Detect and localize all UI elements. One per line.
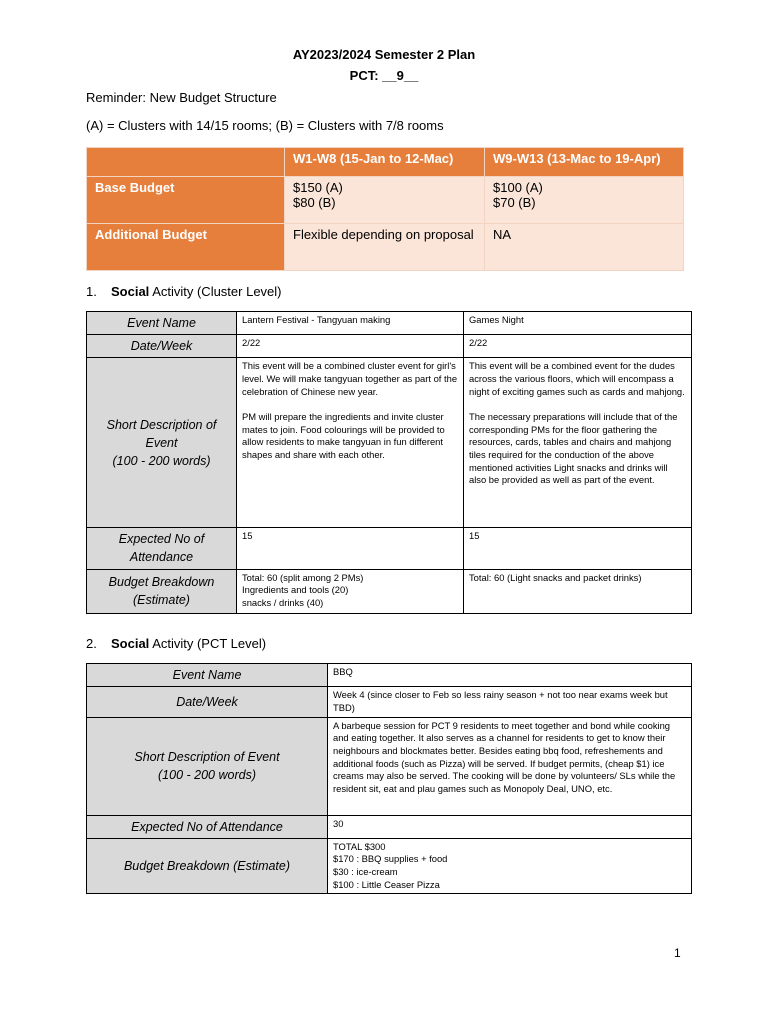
additional-budget-label: Additional Budget xyxy=(87,224,285,271)
clusters-note: (A) = Clusters with 14/15 rooms; (B) = Clusters with 7/8 rooms xyxy=(86,118,444,133)
label-description: Short Description of Event (100 - 200 words) xyxy=(87,358,237,528)
budget-header-w1-w8: W1-W8 (15-Jan to 12-Mac) xyxy=(285,148,485,177)
label-budget: Budget Breakdown (Estimate) xyxy=(87,569,237,613)
label-budget: Budget Breakdown (Estimate) xyxy=(87,838,328,894)
section-title-rest: Activity (PCT Level) xyxy=(149,636,267,651)
pct-activity-table xyxy=(86,663,692,894)
base-budget-w1-w8: $150 (A) $80 (B) xyxy=(285,177,485,224)
section-heading-cluster xyxy=(86,284,282,299)
description-cell: A barbeque session for PCT 9 residents to meet together and bond while cooking and eating together. It also serves as a channel for residents to get to know their neighbours and blockmates better. Besides eating bbq food, refreshements and additional foods (such as Pizza) will be served. If budget permits, (cheap $1) ice creams may also be served. The cooking will be done by volunteers/ SLs while the resident sit, eat and plau games such as Monopoly Deal, UNO, etc. xyxy=(328,717,692,815)
budget-header-empty xyxy=(87,148,285,177)
description-cell: This event will be a combined cluster event for girl's level. We will make tangyuan together as part of the celebration of Chinese new year. PM will prepare the ingredients and invite cluster mates to join. Food colourings will be provided to allow residents to make tangyuan in fun different shapes and share with each other. xyxy=(237,358,464,528)
budget-cell: Total: 60 (Light snacks and packet drinks) xyxy=(464,569,692,613)
section-heading-pct xyxy=(86,636,266,651)
attendance-cell: 15 xyxy=(237,528,464,569)
base-budget-label: Base Budget xyxy=(87,177,285,224)
budget-cell: TOTAL $300 $170 : BBQ supplies + food $30 : ice-cream $100 : Little Ceaser Pizza xyxy=(328,838,692,894)
event-name-cell: Games Night xyxy=(464,312,692,335)
date-week-cell: 2/22 xyxy=(464,335,692,358)
event-name-cell: Lantern Festival - Tangyuan making xyxy=(237,312,464,335)
description-cell: This event will be a combined event for the dudes across the various floors, which will encompass a night of exciting games such as cards and mahjong. The necessary preparations will include that of the corresponding PMs for the floor gathering the resources, cards, tables and chairs and mahjong tiles required for the conduction of the above mentioned activities Light snacks and drinks will also be provided as well as part of the event. xyxy=(464,358,692,528)
label-date-week: Date/Week xyxy=(87,335,237,358)
event-name-cell: BBQ xyxy=(328,664,692,687)
label-description: Short Description of Event (100 - 200 words) xyxy=(87,717,328,815)
budget-reminder: Reminder: New Budget Structure xyxy=(86,90,277,105)
date-week-cell: 2/22 xyxy=(237,335,464,358)
label-event-name: Event Name xyxy=(87,664,328,687)
date-week-cell: Week 4 (since closer to Feb so less rainy season + not too near exams week but TBD) xyxy=(328,687,692,717)
additional-budget-w9-w13: NA xyxy=(485,224,684,271)
label-attendance: Expected No of Attendance xyxy=(87,815,328,838)
section-bold-word: Social xyxy=(111,284,150,299)
section-number: 2. xyxy=(86,636,97,651)
budget-cell: Total: 60 (split among 2 PMs) Ingredients and tools (20) snacks / drinks (40) xyxy=(237,569,464,613)
budget-header-w9-w13: W9-W13 (13-Mac to 19-Apr) xyxy=(485,148,684,177)
document-title: AY2023/2024 Semester 2 Plan xyxy=(292,47,476,62)
label-event-name: Event Name xyxy=(87,312,237,335)
base-budget-w9-w13: $100 (A) $70 (B) xyxy=(485,177,684,224)
pct-number: PCT: __9__ xyxy=(349,68,419,83)
section-bold-word: Social xyxy=(111,636,150,651)
additional-budget-w1-w8: Flexible depending on proposal xyxy=(285,224,485,271)
label-date-week: Date/Week xyxy=(87,687,328,717)
section-title-rest: Activity (Cluster Level) xyxy=(149,284,282,299)
section-number: 1. xyxy=(86,284,97,299)
cluster-activity-table xyxy=(86,311,692,614)
attendance-cell: 30 xyxy=(328,815,692,838)
page-number: 1 xyxy=(674,946,681,960)
label-attendance: Expected No of Attendance xyxy=(87,528,237,569)
attendance-cell: 15 xyxy=(464,528,692,569)
budget-structure-table xyxy=(86,147,684,271)
